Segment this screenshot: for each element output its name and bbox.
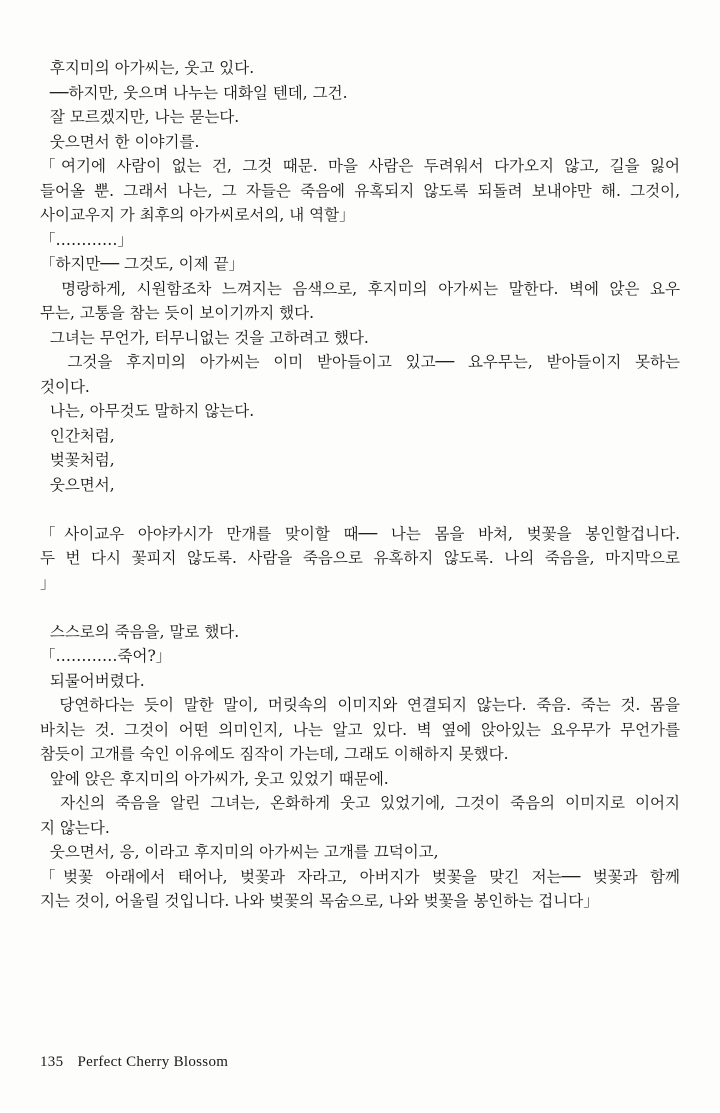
text-line: 지는 것이, 어울릴 것입니다. 나와 벚꽃의 목숨으로, 나와 벚꽃을 봉인하는 겁니다」 xyxy=(40,892,599,910)
page-footer xyxy=(40,1051,228,1073)
text-line: 웃으면서 한 이야기를. xyxy=(40,132,200,151)
text-line: 그것을 후지미의 아가씨는 이미 받아들이고 있고── 요우무는, 받아들이지 못하는 xyxy=(40,353,680,371)
text-line: 것이다. xyxy=(40,377,90,396)
text-line: 스스로의 죽음을, 말로 했다. xyxy=(40,622,240,641)
text-line: 사이교우지 가 최후의 아가씨로서의, 내 역할」 xyxy=(40,206,355,224)
text-line: 「…………죽어?」 xyxy=(40,647,172,665)
text-line: 후지미의 아가씨는, 웃고 있다. xyxy=(40,59,255,77)
text-line: 「벚꽃 아래에서 태어나, 벚꽃과 자라고, 아버지가 벚꽃을 맞긴 저는── 벚꽃과 함께 xyxy=(40,867,680,886)
text-line: 앞에 앉은 후지미의 아가씨가, 웃고 있었기 때문에. xyxy=(40,769,389,788)
text-line: 「사이교우 아야카시가 만개를 맞이할 때── 나는 몸을 바쳐, 벚꽃을 봉인할겁니다. xyxy=(40,524,680,543)
text-line: 참듯이 고개를 숙인 이유에도 짐작이 가는데, 그래도 이해하지 못했다. xyxy=(40,745,509,763)
text-line: 인간처럼, xyxy=(40,426,115,445)
text-line: 그녀는 무언가, 터무니없는 것을 고하려고 했다. xyxy=(40,328,369,347)
text-line: 나는, 아무것도 말하지 않는다. xyxy=(40,402,255,420)
page-number: 135 xyxy=(40,1054,64,1070)
body-text xyxy=(40,56,680,914)
text-line: 잘 모르겠지만, 나는 묻는다. xyxy=(40,108,240,126)
text-line: 「여기에 사람이 없는 건, 그것 때문. 마을 사람은 두려워서 다가오지 않고, 길을 잃어 xyxy=(40,157,680,175)
text-line: 되물어버렸다. xyxy=(40,671,145,690)
text-line: 웃으면서, 응, 이라고 후지미의 아가씨는 고개를 끄덕이고, xyxy=(40,843,439,861)
text-line: 명랑하게, 시원함조차 느껴지는 음색으로, 후지미의 아가씨는 말한다. 벽에 앉은 요우 xyxy=(40,279,680,298)
text-line: 「하지만── 그것도, 이제 끝」 xyxy=(40,255,245,273)
text-line: 무는, 고통을 참는 듯이 보이기까지 했다. xyxy=(40,304,315,322)
text-line: 」 xyxy=(40,573,56,592)
blank-line xyxy=(40,595,680,620)
text-line: 벚꽃처럼, xyxy=(40,451,115,469)
text-line: 웃으면서, xyxy=(40,475,115,494)
text-line: 바치는 것. 그것이 어떤 의미인지, 나는 알고 있다. 벽 옆에 앉아있는 요우무가 무언가를 xyxy=(40,720,680,739)
text-line: 당연하다는 듯이 말한 말이, 머릿속의 이미지와 연결되지 않는다. 죽음. 죽는 것. 몸을 xyxy=(40,696,680,714)
book-title: Perfect Cherry Blossom xyxy=(77,1054,229,1070)
text-line: 지 않는다. xyxy=(40,818,110,837)
blank-line xyxy=(40,497,680,522)
text-line: 「…………」 xyxy=(40,230,134,249)
text-line: 자신의 죽음을 알린 그녀는, 온화하게 웃고 있었기에, 그것이 죽음의 이미지로 이어지 xyxy=(40,794,680,812)
text-line: ──하지만, 웃으며 나누는 대화일 텐데, 그건. xyxy=(40,83,348,102)
text-line: 두 번 다시 꽃피지 않도록. 사람을 죽음으로 유혹하지 않도록. 나의 죽음을, 마지막으로 xyxy=(40,549,680,567)
text-line: 들어올 뿐. 그래서 나는, 그 자들은 죽음에 유혹되지 않도록 되돌려 보내야만 해. 그것이, xyxy=(40,181,680,200)
